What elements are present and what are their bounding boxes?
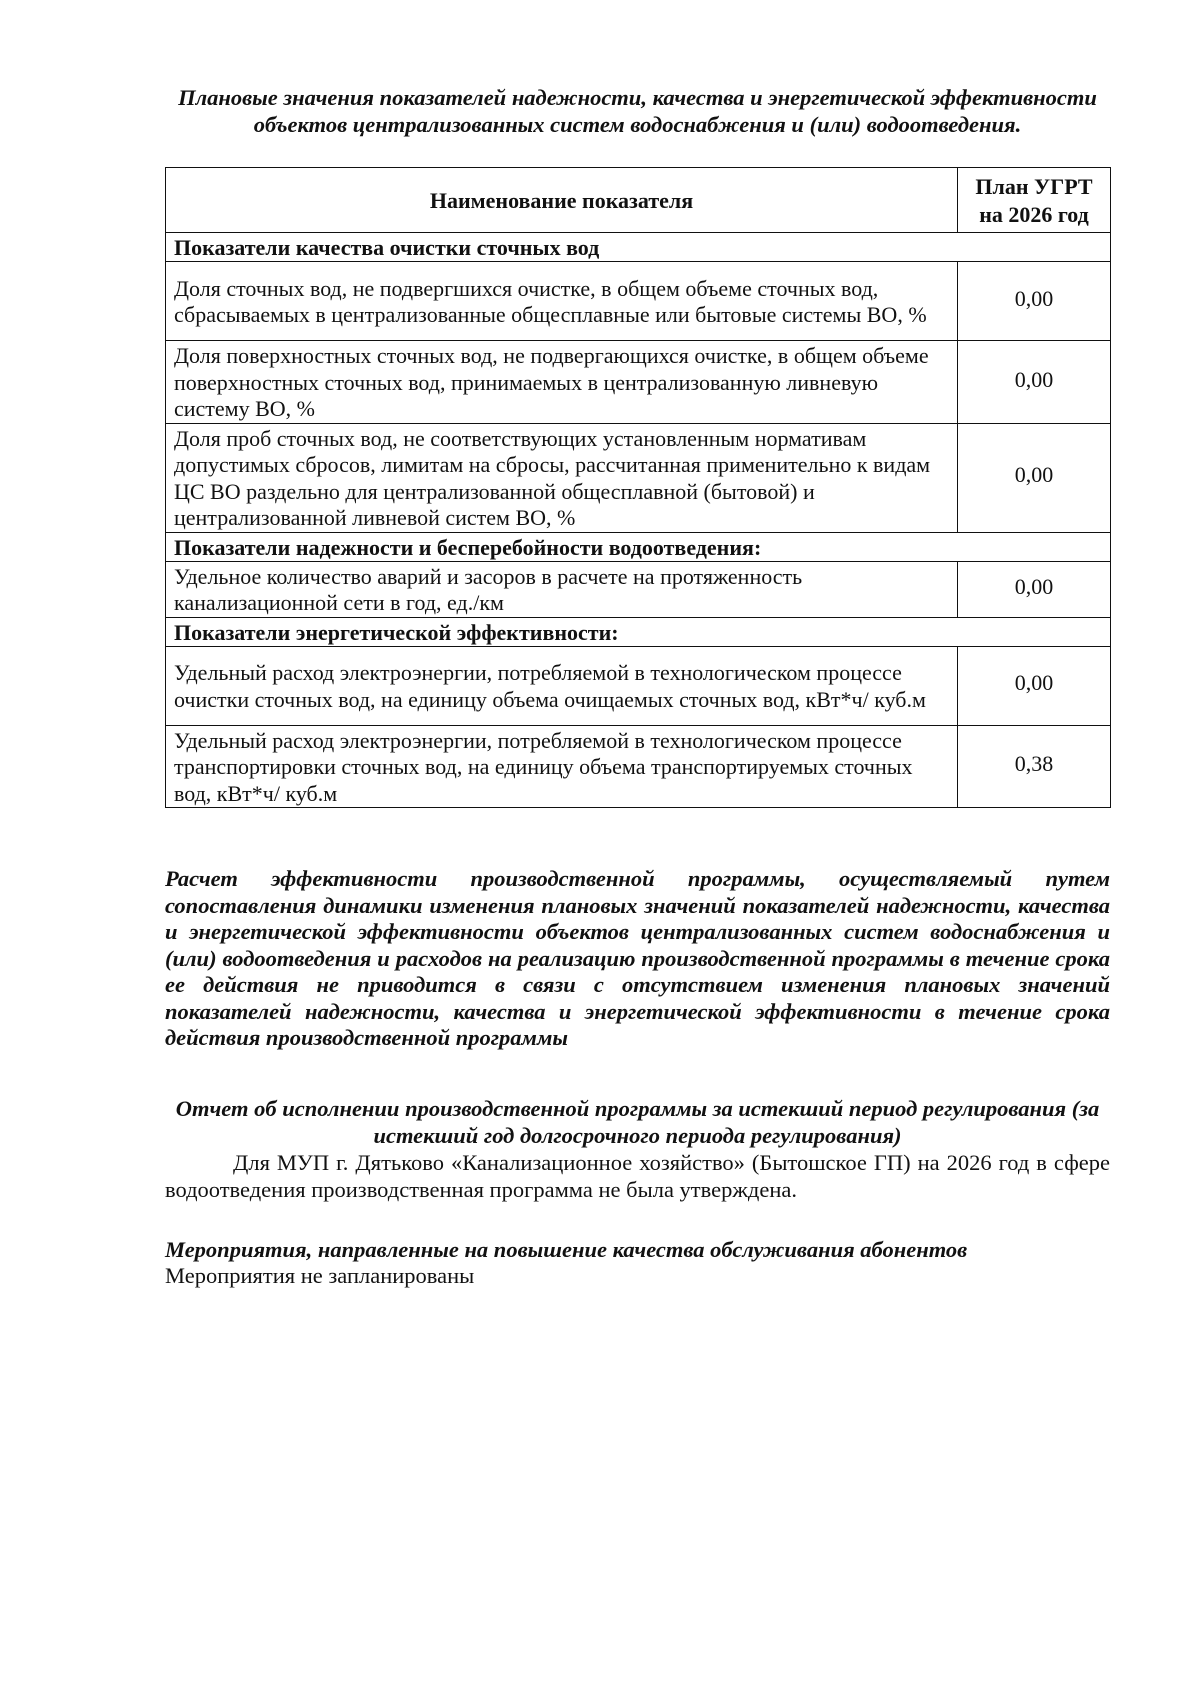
table-header-row: [166, 168, 1111, 233]
report-text: Для МУП г. Дятьково «Канализационное хозяйство» (Бытошское ГП) на 2026 год в сфере водоотведения производственная программа не была утверждена.: [165, 1150, 1110, 1202]
indicator-name: Удельный расход электроэнергии, потребляемой в технологическом процессе очистки сточных вод, на единицу объема очищаемых сточных вод, кВт*ч/ куб.м: [166, 646, 958, 725]
indicator-value-text: 0,00: [1014, 366, 1054, 392]
indicator-value: [958, 725, 1111, 808]
table-row: [166, 646, 1111, 725]
measures-title: Мероприятия, направленные на повышение качества обслуживания абонентов: [165, 1237, 968, 1262]
efficiency-paragraph: Расчет эффективности производственной программы, осуществляемый путем сопоставления динамики изменения плановых значений показателей надежности, качества и энергетической эффективности объектов централизованных систем водоснабжения и (или) водоотведения и расходов на реализацию производственной программы в течение срока ее действия не приводится в связи с отсутствием изменения плановых значений показателей надежности, качества и энергетической эффективности в течение срока действия производственной программы: [165, 866, 1110, 1050]
header-plan-line2: на 2026 год: [979, 202, 1089, 227]
indicator-name: Доля проб сточных вод, не соответствующих установленным нормативам допустимых сбросов, лимитам на сбросы, рассчитанная применительно к видам ЦС ВО раздельно для централизованной общесплавной (бытовой) и централизованной ливневой систем ВО, %: [166, 423, 958, 532]
header-indicator-name: Наименование показателя: [166, 168, 958, 233]
header-plan: [958, 168, 1111, 233]
section-title: Показатели качества очистки сточных вод: [166, 233, 1111, 262]
table-row: [166, 262, 1111, 341]
indicator-value-text: 0,00: [1014, 285, 1054, 311]
indicator-value-text: 0,00: [1014, 670, 1054, 696]
section-title: Показатели энергетической эффективности:: [166, 617, 1111, 646]
table-row: [166, 561, 1111, 617]
section-row: [166, 617, 1111, 646]
table-row: [166, 341, 1111, 424]
indicator-value-text: 0,00: [1014, 573, 1054, 599]
indicator-name: Доля поверхностных сточных вод, не подвергающихся очистке, в общем объеме поверхностных сточных вод, принимаемых в централизованную ливневую систему ВО, %: [166, 341, 958, 424]
indicator-value: [958, 423, 1111, 532]
measures-text: Мероприятия не запланированы: [165, 1263, 475, 1288]
document-title: Плановые значения показателей надежности, качества и энергетической эффективности объектов централизованных систем водоснабжения и (или) водоотведения.: [178, 85, 1097, 137]
section-row: [166, 233, 1111, 262]
indicator-name: Доля сточных вод, не подвергшихся очистке, в общем объеме сточных вод, сбрасываемых в централизованные общесплавные или бытовые системы ВО, %: [166, 262, 958, 341]
table-row: [166, 423, 1111, 532]
table-row: [166, 725, 1111, 808]
indicator-name: Удельный расход электроэнергии, потребляемой в технологическом процессе транспортировки сточных вод, на единицу объема транспортируемых сточных вод, кВт*ч/ куб.м: [166, 725, 958, 808]
indicator-value: [958, 341, 1111, 424]
indicator-value: [958, 262, 1111, 341]
indicator-value: [958, 646, 1111, 725]
indicator-value: [958, 561, 1111, 617]
section-title: Показатели надежности и бесперебойности водоотведения:: [166, 532, 1111, 561]
indicators-table: [165, 167, 1111, 808]
section-row: [166, 532, 1111, 561]
indicator-name: Удельное количество аварий и засоров в расчете на протяженность канализационной сети в год, ед./км: [166, 561, 958, 617]
report-title: Отчет об исполнении производственной программы за истекший период регулирования (за истекший год долгосрочного периода регулирования): [175, 1096, 1100, 1148]
header-plan-line1: План УГРТ: [975, 174, 1093, 199]
indicator-value-text: 0,00: [1014, 462, 1054, 488]
indicator-value-text: 0,38: [1014, 751, 1054, 776]
